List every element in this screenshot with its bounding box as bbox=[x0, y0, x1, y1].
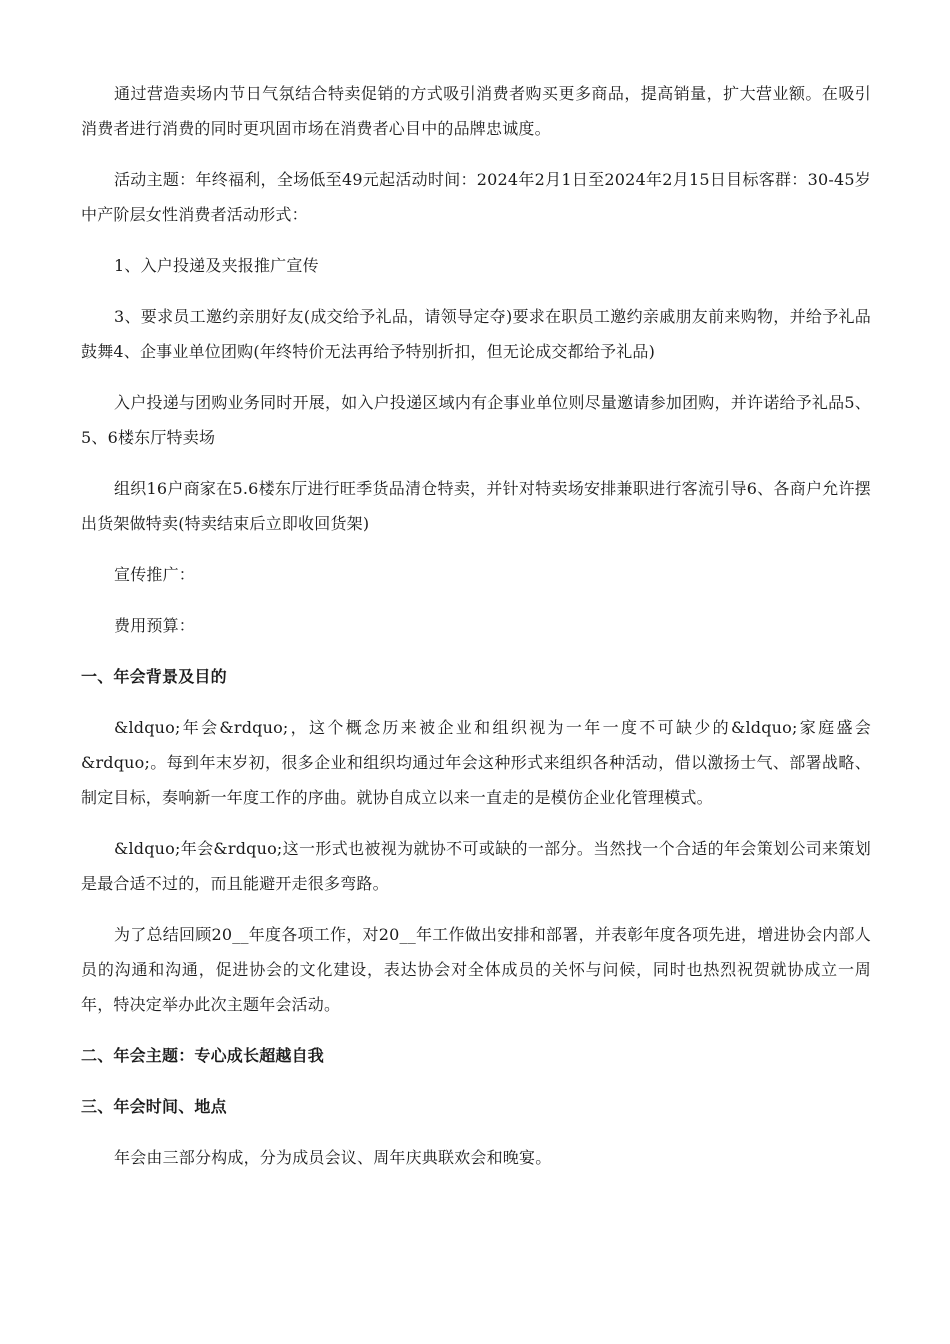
section-heading-2: 二、年会主题：专心成长超越自我 bbox=[81, 1046, 325, 1065]
paragraph-activity-theme: 活动主题：年终福利，全场低至49元起活动时间：2024年2月1日至2024年2月15日目标客群：30-45岁中产阶层女性消费者活动形式： bbox=[81, 170, 871, 224]
paragraph-intro: 通过营造卖场内节日气氛结合特卖促销的方式吸引消费者购买更多商品，提高销量，扩大营业额。在吸引消费者进行消费的同时更巩固市场在消费者心目中的品牌忠诚度。 bbox=[81, 84, 871, 138]
paragraph-annual-meeting-concept: &ldquo;年会&rdquo;，这个概念历来被企业和组织视为一年一度不可缺少的&ldquo;家庭盛会&rdquo;。每到年末岁初，很多企业和组织均通过年会这种形式来组织各种活动，借以激扬士气、部署战略、制定目标，奏响新一年度工作的序曲。就协自成立以来一直走的是模仿企业化管理模式。 bbox=[81, 718, 871, 807]
paragraph-special-sale: 组织16户商家在5.6楼东厅进行旺季货品清仓特卖，并针对特卖场安排兼职进行客流引导6、各商户允许摆出货架做特卖(特卖结束后立即收回货架) bbox=[81, 479, 871, 533]
document-page bbox=[81, 76, 871, 1175]
paragraph-item-3: 3、要求员工邀约亲朋好友(成交给予礼品，请领导定夺)要求在职员工邀约亲戚朋友前来购物，并给予礼品鼓舞4、企事业单位团购(年终特价无法再给予特别折扣，但无论成交都给予礼品) bbox=[81, 307, 871, 361]
paragraph-purpose: 为了总结回顾20__年度各项工作，对20__年工作做出安排和部署，并表彰年度各项先进，增进协会内部人员的沟通和沟通，促进协会的文化建设，表达协会对全体成员的关怀与问候，同时也热烈祝贺就协成立一周年，特决定举办此次主题年会活动。 bbox=[81, 925, 871, 1014]
paragraph-budget: 费用预算： bbox=[114, 616, 196, 635]
paragraph-door-delivery: 入户投递与团购业务同时开展，如入户投递区域内有企事业单位则尽量邀请参加团购，并许诺给予礼品5、5、6楼东厅特卖场 bbox=[81, 393, 871, 447]
section-heading-1: 一、年会背景及目的 bbox=[81, 667, 227, 686]
paragraph-structure: 年会由三部分构成，分为成员会议、周年庆典联欢会和晚宴。 bbox=[114, 1148, 552, 1167]
paragraph-annual-meeting-form: &ldquo;年会&rdquo;这一形式也被视为就协不可或缺的一部分。当然找一个合适的年会策划公司来策划是最合适不过的，而且能避开走很多弯路。 bbox=[81, 839, 871, 893]
section-heading-3: 三、年会时间、地点 bbox=[81, 1097, 227, 1116]
paragraph-item-1: 1、入户投递及夹报推广宣传 bbox=[114, 256, 319, 275]
paragraph-promotion: 宣传推广： bbox=[114, 565, 196, 584]
